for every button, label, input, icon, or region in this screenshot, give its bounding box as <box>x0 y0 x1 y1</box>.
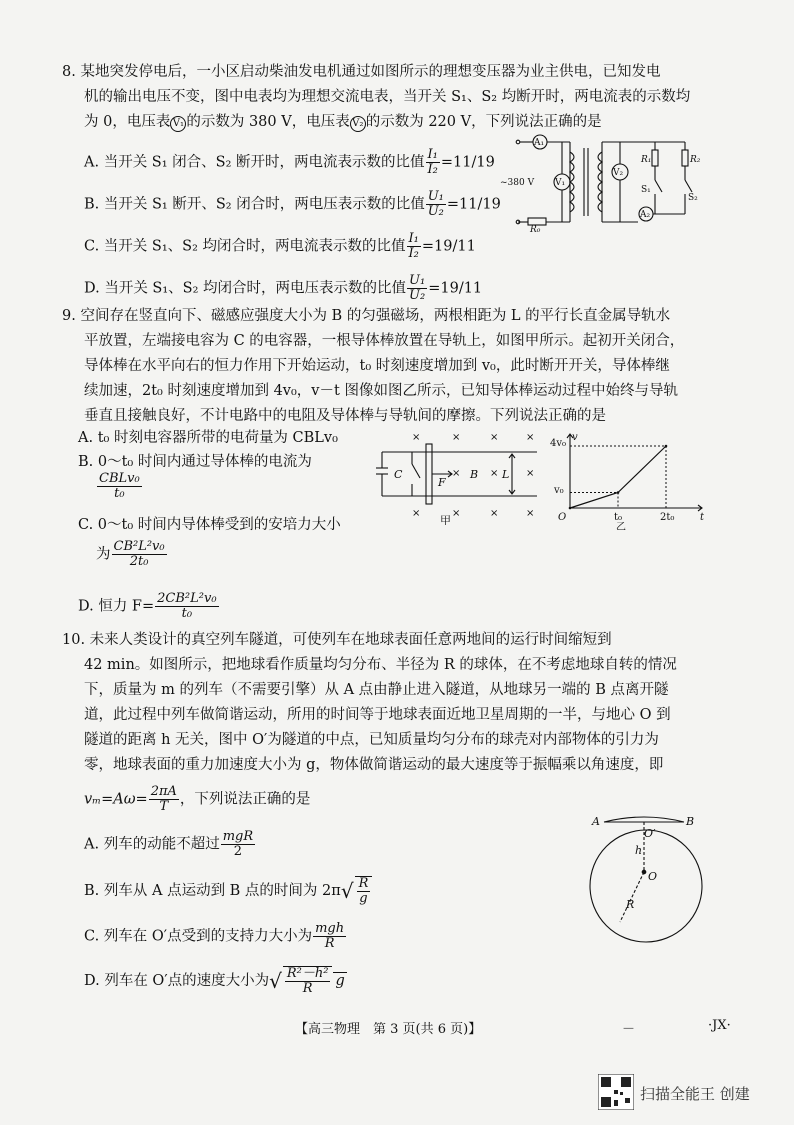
switch-s1-icon <box>655 180 662 192</box>
q10-option-b: B. 列车从 A 点运动到 B 点的时间为 2π√ $\frac{R}{g}$ <box>84 876 373 906</box>
q8-option-d <box>84 274 482 303</box>
q9-option-c-line1: C. 0～t₀ 时间内导体棒受到的安培力大小 <box>78 517 341 533</box>
origin-label: O <box>558 512 567 523</box>
resistor-r2-icon <box>682 150 688 166</box>
q9-option-c-line2 <box>96 540 168 569</box>
q8-option-c-value: =19/11 <box>421 238 476 255</box>
svg-text:×: × <box>526 508 535 519</box>
label-a2: A₂ <box>640 210 651 220</box>
q8-option-d-text: D. 当开关 S₁、S₂ 均闭合时，两电压表示数的比值 <box>84 280 407 297</box>
svg-text:×: × <box>412 508 421 519</box>
frac-num: 2πA <box>150 784 177 799</box>
y-axis-label: v <box>572 432 578 443</box>
q10-option-c <box>84 922 347 951</box>
q9-option-d <box>78 592 220 621</box>
q8-option-a <box>84 148 495 177</box>
q8-option-d-fraction <box>407 274 427 303</box>
frac-num: U₁ <box>409 273 426 288</box>
q8-line-1: 8. 某地突发停电后，一小区启动柴油发电机通过如图所示的理想变压器为业主供电，已知发电 <box>62 64 661 80</box>
frac-den: T <box>159 799 169 814</box>
frac-num: CBLv₀ <box>99 471 140 486</box>
label-b: B <box>470 468 479 481</box>
earth-tunnel-diagram <box>580 810 710 950</box>
x-tick-t0: t₀ <box>614 512 623 523</box>
label-b: B <box>686 815 695 828</box>
frac-num: I₁ <box>427 147 438 162</box>
vt-point-0 <box>569 507 572 510</box>
footer-dash: － <box>622 1022 636 1037</box>
frac-den: t₀ <box>181 606 193 621</box>
svg-text:×: × <box>452 432 461 443</box>
frac-den: I₂ <box>408 246 419 261</box>
figure-jia-rails <box>372 430 542 525</box>
frac-den: U₂ <box>427 204 444 219</box>
label-r2: R₂ <box>690 155 700 165</box>
frac-den: R <box>324 936 335 951</box>
svg-text:×: × <box>490 432 499 443</box>
q9-option-d-fraction <box>155 592 218 621</box>
q10-option-a <box>84 830 256 859</box>
switch-s2-icon <box>685 180 692 192</box>
q8-option-d-value: =19/11 <box>428 280 483 297</box>
frac-num: CB²L²v₀ <box>113 539 165 554</box>
svg-text:×: × <box>490 508 499 519</box>
frac-den: U₂ <box>409 288 426 303</box>
q9-line-2: 平放置，左端接电容为 C 的电容器，一根导体棒放置在导轨上，如图甲所示。起初开关闭合， <box>84 333 685 349</box>
frac-num: R²－h² <box>286 966 329 981</box>
voltmeter-v2-symbol: V₂ <box>350 116 366 132</box>
q10-formula-suffix: ，下列说法正确的是 <box>179 791 311 808</box>
frac-den: g <box>359 891 368 906</box>
q10-line-2: 42 min。如图所示，把地球看作质量均匀分布、半径为 R 的球体，在不考虑地球自转的情况 <box>84 657 677 673</box>
label-r: R <box>626 898 635 911</box>
q9-option-d-text: D. 恒力 F= <box>78 598 155 615</box>
frac-num: mgR <box>222 829 254 844</box>
q10-line-5: 隧道的距离 h 无关，图中 O′为隧道的中点，已知质量均匀分布的球壳对内部物体的引力为 <box>84 732 659 748</box>
frac-den: t₀ <box>114 486 125 501</box>
frac-num: mgh <box>315 921 345 936</box>
resistor-r0-icon <box>528 218 546 225</box>
scanner-watermark: 扫描全能王 创建 <box>640 1085 750 1103</box>
label-v1: V₁ <box>555 178 566 188</box>
label-v2: V₂ <box>613 168 624 178</box>
q10-option-b-text: B. 列车从 A 点运动到 B 点的时间为 2π <box>84 883 341 899</box>
q8-option-a-text: A. 当开关 S₁ 闭合、S₂ 断开时，两电流表示数的比值 <box>84 154 425 171</box>
frac-num: U₁ <box>427 189 444 204</box>
frac-num: 2CB²L²v₀ <box>157 591 217 606</box>
x-tick-2t0: 2t₀ <box>660 512 675 523</box>
q9-option-b-fraction-row <box>96 472 143 501</box>
q10-formula-fraction <box>149 785 179 814</box>
svg-text:×: × <box>452 468 461 479</box>
frac-den: I₂ <box>427 162 438 177</box>
q10-option-d: D. 列车在 O′点的速度大小为√ $\frac{\text{R²－h²}}{R}$ g <box>84 966 345 996</box>
q10-option-d-g: g <box>335 973 345 989</box>
q9-option-b-fraction <box>97 472 142 501</box>
q8-line-3 <box>84 112 602 132</box>
svg-text:×: × <box>526 432 535 443</box>
vt-series-line <box>570 446 666 508</box>
footer-code: ·JX· <box>708 1018 731 1033</box>
label-s2: S₂ <box>688 193 698 203</box>
q8-line-3b: 的示数为 380 V，电压表 <box>186 114 350 130</box>
svg-text:×: × <box>412 432 421 443</box>
q9-line-5: 垂直且接触良好，不计电路中的电阻及导体棒与导轨间的摩擦。下列说法正确的是 <box>84 408 606 424</box>
conductor-rod <box>426 444 432 504</box>
label-h: h <box>635 844 643 857</box>
q10-line-6: 零，地球表面的重力加速度大小为 g，物体做简谐运动的最大速度等于振幅乘以角速度，即 <box>84 757 664 773</box>
q9-line-3: 导体棒在水平向右的恒力作用下开始运动，t₀ 时刻速度增加到 v₀，此时断开开关，导体棒继 <box>84 358 670 374</box>
vt-point-2 <box>665 445 668 448</box>
earth-surface-arc <box>604 817 684 822</box>
figure-yi-caption: 乙 <box>616 522 626 530</box>
q8-option-b-fraction <box>426 190 446 219</box>
qr-code-icon <box>598 1074 634 1110</box>
transformer-circuit-diagram <box>500 132 700 232</box>
label-s1: S₁ <box>641 185 651 195</box>
voltmeter-v1-symbol: V₁ <box>170 116 186 132</box>
q8-option-b <box>84 190 501 219</box>
label-f: F <box>438 476 446 489</box>
label-l: L <box>502 468 510 481</box>
vt-point-1 <box>617 491 620 494</box>
q10-option-b-fraction <box>355 876 373 906</box>
q8-line-3c: 的示数为 220 V，下列说法正确的是 <box>365 114 602 130</box>
frac-num: R <box>358 876 369 891</box>
q9-option-a: A. t₀ 时刻电容器所带的电荷量为 CBLv₀ <box>78 430 338 446</box>
q10-option-a-text: A. 列车的动能不超过 <box>84 836 220 853</box>
q10-line-1: 10. 未来人类设计的真空列车隧道，可使列车在地球表面任意两地间的运行时间缩短到 <box>62 632 612 648</box>
frac-den: R <box>302 981 313 996</box>
q8-line-2: 机的输出电压不变，图中电表均为理想交流电表，当开关 S₁、S₂ 均断开时，两电流表的示数均 <box>84 89 691 105</box>
label-o: O <box>648 870 658 883</box>
svg-text:×: × <box>490 468 499 479</box>
x-axis-label: t <box>700 512 705 523</box>
q8-option-a-value: =11/19 <box>440 154 495 171</box>
earth-circle <box>590 830 702 942</box>
frac-num: I₁ <box>408 231 419 246</box>
switch-icon <box>412 464 420 478</box>
label-a: A <box>592 815 600 828</box>
q8-option-c-fraction <box>407 232 421 261</box>
q8-option-a-fraction <box>426 148 440 177</box>
q10-option-a-fraction <box>221 830 255 859</box>
label-source: ~380 V <box>500 178 535 188</box>
q10-option-c-text: C. 列车在 O′点受到的支持力大小为 <box>84 928 313 945</box>
label-r1: R₁ <box>641 155 652 165</box>
frac-den: 2 <box>233 844 243 859</box>
svg-text:×: × <box>526 468 535 479</box>
q10-line-7 <box>84 785 310 814</box>
frac-den: 2t₀ <box>129 554 149 569</box>
q9-line-1: 9. 空间存在竖直向下、磁感应强度大小为 B 的匀强磁场，两根相距为 L 的平行长直金属导轨水 <box>62 308 671 324</box>
label-r0: R₀ <box>530 225 541 232</box>
q10-line-3: 下，质量为 m 的列车（不需要引擎）从 A 点由静止进入隧道，从地球另一端的 B 点离开隧 <box>84 682 669 698</box>
q9-option-b-line1: B. 0～t₀ 时间内通过导体棒的电流为 <box>78 454 312 470</box>
y-tick-v0: v₀ <box>554 485 564 496</box>
figure-yi-vt-chart <box>550 430 710 530</box>
svg-text:×: × <box>452 508 461 519</box>
q8-option-b-text: B. 当开关 S₁ 断开、S₂ 闭合时，两电压表示数的比值 <box>84 196 425 213</box>
q10-formula-prefix: vₘ=Aω= <box>84 791 148 808</box>
label-c: C <box>394 468 403 481</box>
r-line <box>620 872 644 922</box>
label-a1: A₁ <box>534 138 545 148</box>
resistor-r1-icon <box>652 150 658 166</box>
y-tick-4v0: 4v₀ <box>550 438 567 449</box>
q10-option-d-text: D. 列车在 O′点的速度大小为 <box>84 973 270 989</box>
q8-line-3a: 为 0，电压表 <box>84 114 171 130</box>
figure-jia-caption: 甲 <box>440 514 451 525</box>
q8-option-c-text: C. 当开关 S₁、S₂ 均闭合时，两电流表示数的比值 <box>84 238 406 255</box>
q8-option-b-value: =11/19 <box>446 196 501 213</box>
q10-line-4: 道，此过程中列车做简谐运动，所用的时间等于地球表面近地卫星周期的一半，与地心 O 到 <box>84 707 671 723</box>
q10-option-c-fraction <box>313 922 346 951</box>
q9-option-c-fraction <box>112 540 167 569</box>
q10-option-d-fraction <box>283 966 333 996</box>
q9-line-4: 续加速，2t₀ 时刻速度增加到 4v₀，v－t 图像如图乙所示，已知导体棒运动过程中始终与导轨 <box>84 383 678 399</box>
label-o-prime: O′ <box>644 827 656 840</box>
q8-option-c <box>84 232 476 261</box>
q9-option-c-prefix: 为 <box>96 546 111 563</box>
page-footer: 【高三物理 第 3 页(共 6 页)】 <box>295 1022 482 1037</box>
